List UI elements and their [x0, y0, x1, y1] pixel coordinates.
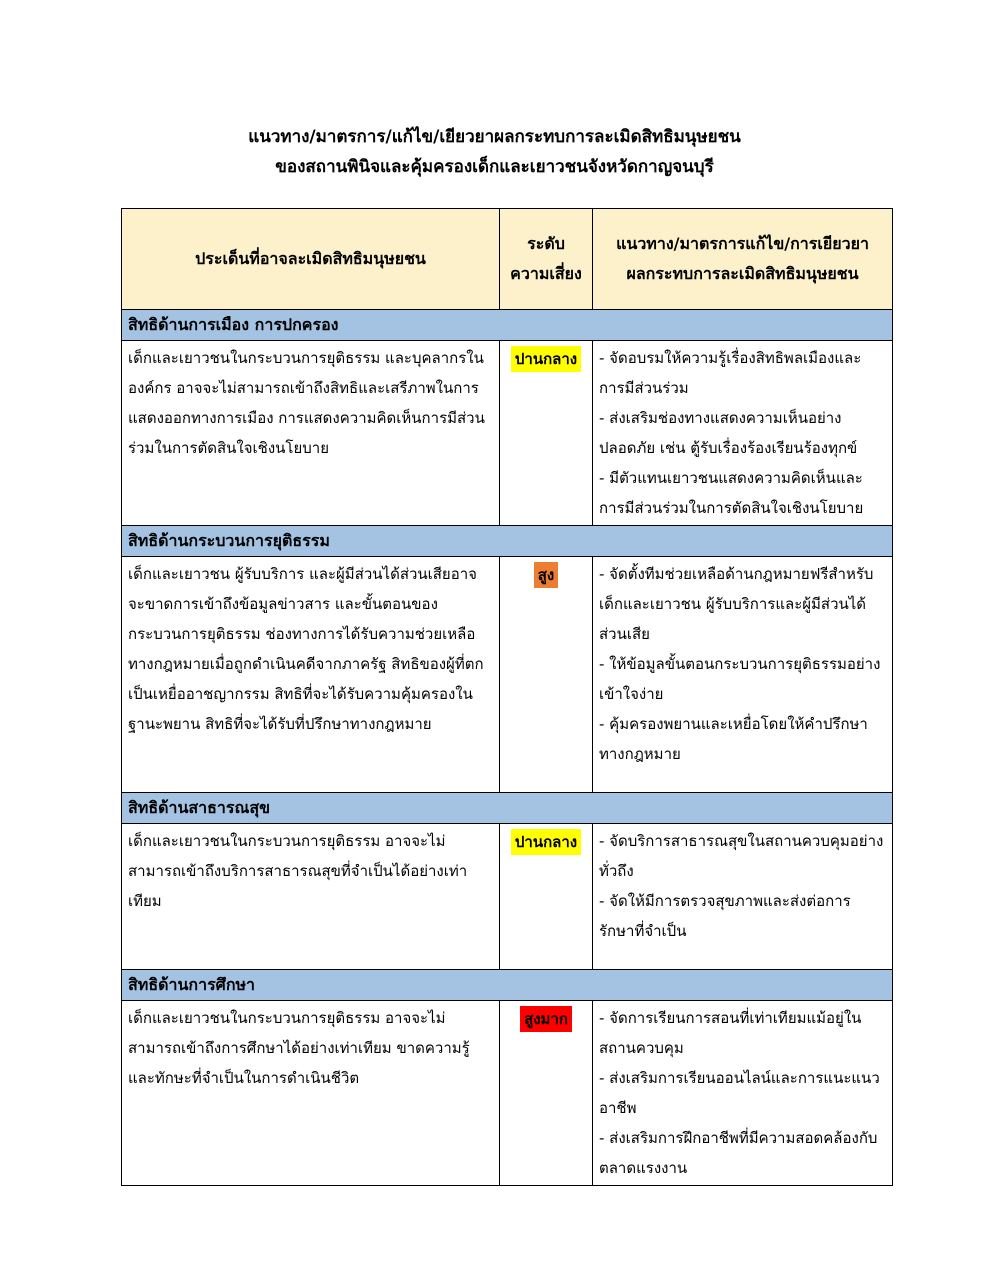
- action-item: - จัดตั้งทีมช่วยเหลือด้านกฎหมายฟรีสำหรับเด็กและเยาวชน ผู้รับบริการและผู้มีส่วนได้ส่วนเสีย: [599, 565, 874, 643]
- action-item: - มีตัวแทนเยาวชนแสดงความคิดเห็นและการมีส่วนร่วมในการตัดสินใจเชิงนโยบาย: [599, 469, 864, 517]
- header-issue-label: ประเด็นที่อาจละเมิดสิทธิมนุษยชน: [195, 249, 426, 268]
- actions-cell: [593, 557, 893, 793]
- action-item: - ส่งเสริมการฝึกอาชีพที่มีความสอดคล้องกับตลาดแรงงาน: [599, 1129, 878, 1177]
- table-row: [122, 557, 893, 793]
- issue-cell: เด็กและเยาวชนในกระบวนการยุติธรรม และบุคลากรในองค์กร อาจจะไม่สามารถเข้าถึงสิทธิและเสรีภาพในการแสดงออกทางการเมือง การแสดงความคิดเห็นการมีส่วนร่วมในการตัดสินใจเชิงนโยบาย: [122, 341, 500, 526]
- issue-cell: เด็กและเยาวชน ผู้รับบริการ และผู้มีส่วนได้ส่วนเสียอาจจะขาดการเข้าถึงข้อมูลข่าวสาร และขั้นตอนของกระบวนการยุติธรรม ช่องทางการได้รับความช่วยเหลือทางกฎหมายเมื่อถูกดำเนินคดีจากภาครัฐ สิทธิของผู้ที่ตกเป็นเหยื่ออาชญากรรม สิทธิที่จะได้รับความคุ้มครองในฐานะพยาน สิทธิที่จะได้รับที่ปรึกษาทางกฎหมาย: [122, 557, 500, 793]
- header-level: [500, 209, 593, 310]
- action-item: - ส่งเสริมการเรียนออนไลน์และการแนะแนวอาชีพ: [599, 1069, 880, 1117]
- risk-level-badge: ปานกลาง: [511, 829, 581, 855]
- document-title-line-2: ของสถานพินิจและคุ้มครองเด็กและเยาวชนจังหวัดกาญจนบุรี: [275, 157, 714, 177]
- actions-cell: [593, 824, 893, 970]
- level-cell: [500, 824, 593, 970]
- action-item: - คุ้มครองพยานและเหยื่อโดยให้คำปรึกษาทางกฎหมาย: [599, 715, 868, 763]
- section-title: สิทธิด้านสาธารณสุข: [122, 793, 893, 824]
- section-title: สิทธิด้านการศึกษา: [122, 970, 893, 1001]
- section-title: สิทธิด้านกระบวนการยุติธรรม: [122, 526, 893, 557]
- table-row: [122, 341, 893, 526]
- action-item: - จัดอบรมให้ความรู้เรื่องสิทธิพลเมืองและการมีส่วนร่วม: [599, 349, 862, 397]
- header-issue: [122, 209, 500, 310]
- header-action: [593, 209, 893, 310]
- action-item: - ส่งเสริมช่องทางแสดงความเห็นอย่างปลอดภัย เช่น ตู้รับเรื่องร้องเรียนร้องทุกข์: [599, 409, 858, 457]
- issue-cell: เด็กและเยาวชนในกระบวนการยุติธรรม อาจจะไม่สามารถเข้าถึงบริการสาธารณสุขที่จำเป็นได้อย่างเท่าเทียม: [122, 824, 500, 970]
- risk-level-badge: สูงมาก: [520, 1006, 572, 1032]
- table-header-row: [122, 209, 893, 310]
- action-item: - จัดการเรียนการสอนที่เท่าเทียมแม้อยู่ในสถานควบคุม: [599, 1009, 862, 1057]
- section-row-justice: [122, 526, 893, 557]
- actions-cell: [593, 341, 893, 526]
- section-row-education: [122, 970, 893, 1001]
- table-row: [122, 1001, 893, 1186]
- table-row: [122, 824, 893, 970]
- action-item: - จัดบริการสาธารณสุขในสถานควบคุมอย่างทั่วถึง: [599, 832, 884, 880]
- risk-table: [121, 208, 893, 1186]
- risk-level-badge: สูง: [534, 562, 558, 588]
- actions-cell: [593, 1001, 893, 1186]
- action-item: - จัดให้มีการตรวจสุขภาพและส่งต่อการรักษาที่จำเป็น: [599, 892, 851, 940]
- level-cell: [500, 341, 593, 526]
- header-action-line-2: ผลกระทบการละเมิดสิทธิมนุษยชน: [626, 264, 859, 283]
- level-cell: [500, 557, 593, 793]
- section-row-public-health: [122, 793, 893, 824]
- document-title-line-1: แนวทาง/มาตรการ/แก้ไข/เยียวยาผลกระทบการละเมิดสิทธิมนุษยชน: [248, 127, 741, 147]
- issue-cell: เด็กและเยาวชนในกระบวนการยุติธรรม อาจจะไม่สามารถเข้าถึงการศึกษาได้อย่างเท่าเทียม ขาดความรู้และทักษะที่จำเป็นในการดำเนินชีวิต: [122, 1001, 500, 1186]
- header-level-line-2: ความเสี่ยง: [510, 264, 582, 283]
- section-row-politics: [122, 310, 893, 341]
- header-action-line-1: แนวทาง/มาตรการแก้ไข/การเยียวยา: [616, 234, 869, 253]
- level-cell: [500, 1001, 593, 1186]
- section-title: สิทธิด้านการเมือง การปกครอง: [122, 310, 893, 341]
- action-item: - ให้ข้อมูลขั้นตอนกระบวนการยุติธรรมอย่างเข้าใจง่าย: [599, 655, 881, 703]
- header-level-line-1: ระดับ: [527, 234, 565, 253]
- risk-level-badge: ปานกลาง: [511, 346, 581, 372]
